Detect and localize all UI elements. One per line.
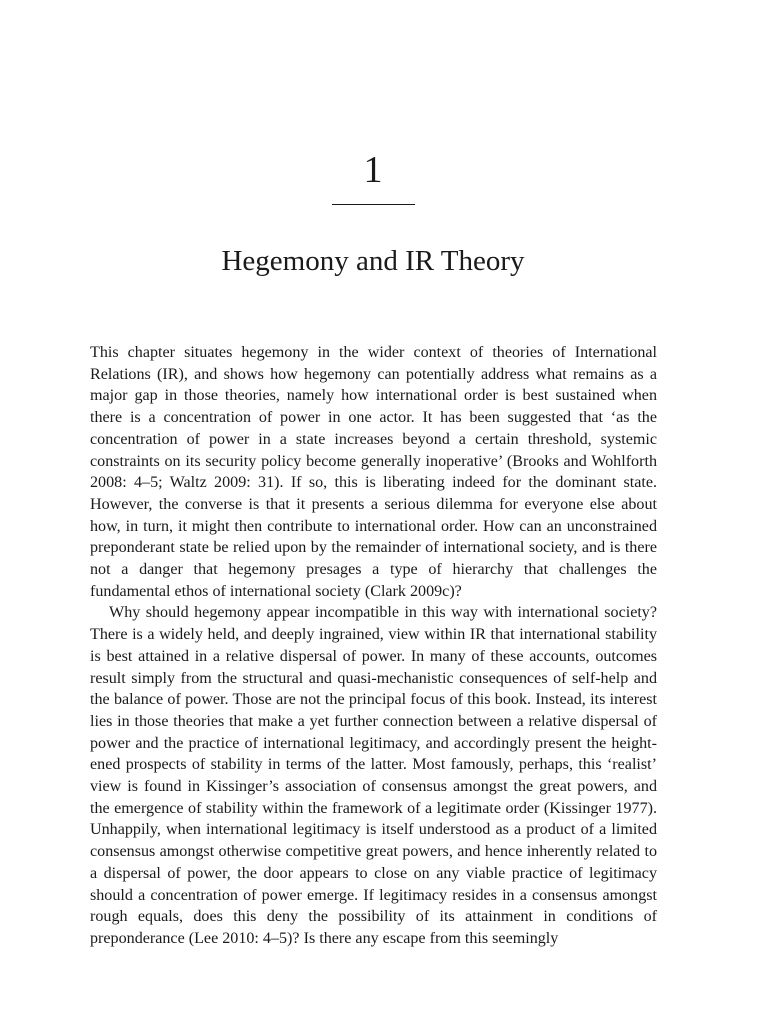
chapter-divider [332, 204, 415, 205]
chapter-body [90, 342, 657, 950]
body-paragraph-1: This chapter situates hegemony in the wider context of theories of International Relations (IR), and shows how hegemony can potentially address what remains as a major gap in those theories, namely how international order is best sustained when there is a concentration of power in one actor. It has been suggested that ‘as the concentration of power in a state increases beyond a certain threshold, systemic constraints on its security policy become generally inoperative’ (Brooks and Wohlforth 2008: 4–5; Waltz 2009: 31). If so, this is liberating indeed for the dominant state. However, the converse is that it presents a serious dilemma for everyone else about how, in turn, it might then contribute to international order. How can an unconstrained preponderant state be relied upon by the remainder of international society, and is there not a danger that hegemony presages a type of hierarchy that challenges the fundamental ethos of international society (Clark 2009c)? [90, 344, 657, 600]
chapter-title: Hegemony and IR Theory [221, 245, 525, 277]
body-paragraph-2: Why should hegemony appear incompatible in this way with international society? There is a widely held, and deeply ingrained, view within IR that international stability is best attained in a relative dispersal of power. In many of these accounts, outcomes result simply from the structural and quasi-mechanistic consequences of self-help and the balance of power. Those are not the principal focus of this book. Instead, its interest lies in those theories that make a yet further connection between a relative dispersal of power and the practice of international legitimacy, and accordingly present the heightened prospects of stability in terms of the latter. Most famously, perhaps, this ‘realist’ view is found in Kissinger’s association of consensus amongst the great powers, and the emergence of stability within the framework of a legitimate order (Kissinger 1977). Unhappily, when international legitimacy is itself understood as a product of a limited consensus amongst otherwise competitive great powers, and hence inherently related to a dispersal of power, the door appears to close on any viable practice of legitimacy should a concentration of power emerge. If legitimacy resides in a consensus amongst rough equals, does this deny the possibility of its attainment in conditions of preponderance (Lee 2010: 4–5)? Is there any escape from this seemingly [90, 604, 657, 947]
chapter-number: 1 [363, 149, 383, 191]
